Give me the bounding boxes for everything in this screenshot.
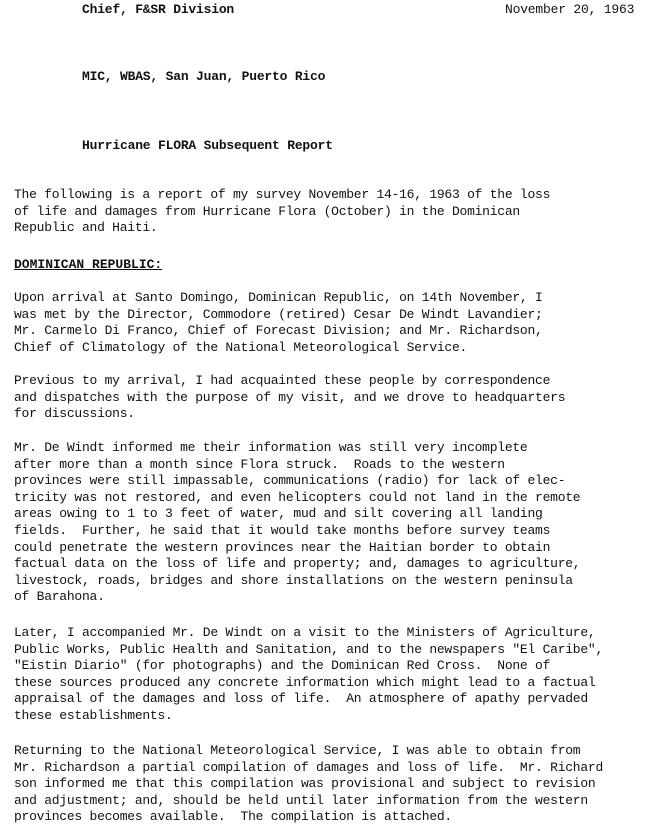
later-paragraph — [14, 625, 654, 725]
text-line: and dispatches with the purpose of my visit, and we drove to headquarters — [14, 389, 566, 405]
text-line: fields. Further, he said that it would take months before survey teams — [14, 522, 551, 538]
returning-paragraph — [14, 743, 654, 826]
text-line: these sources produced any concrete information which might lead to a factual — [14, 674, 596, 690]
text-line: Returning to the National Meteorological Service, I was able to obtain from — [14, 743, 581, 758]
text-line: and adjustment; and, should be held until later information from the western — [14, 792, 588, 808]
previous-paragraph — [14, 373, 654, 423]
memo-subject: Hurricane FLORA Subsequent Report — [82, 138, 333, 153]
text-line: Chief of Climatology of the National Meteorological Service. — [14, 339, 468, 355]
text-line: factual data on the loss of life and property; and, damages to agriculture, — [14, 556, 581, 572]
memo-from: Chief, F&SR Division — [82, 2, 235, 17]
text-line: Previous to my arrival, I had acquainted these people by correspondence — [14, 373, 551, 388]
text-line: areas owing to 1 to 3 feet of water, mud and silt covering all landing — [14, 506, 543, 522]
text-line: Mr. Richardson a partial compilation of damages and loss of life. Mr. Richard — [14, 759, 603, 775]
text-line: Mr. De Windt informed me their information was still very incomplete — [14, 440, 528, 455]
text-line: The following is a report of my survey November 14-16, 1963 of the loss — [14, 187, 551, 202]
memo-date: November 20, 1963 — [505, 2, 635, 17]
intro-paragraph — [14, 187, 654, 237]
section-heading: DOMINICAN REPUBLIC: — [14, 257, 163, 272]
text-line: Mr. Carmelo Di Franco, Chief of Forecast Division; and Mr. Richardson, — [14, 323, 543, 339]
text-line: son informed me that this compilation was provisional and subject to revision — [14, 776, 596, 792]
text-line: Public Works, Public Health and Sanitation, and to the newspapers "El Caribe", — [14, 641, 603, 657]
text-line: after more than a month since Flora struck. Roads to the western — [14, 456, 505, 472]
memo-to: MIC, WBAS, San Juan, Puerto Rico — [82, 69, 326, 84]
text-line: livestock, roads, bridges and shore installations on the western peninsula — [14, 572, 573, 588]
text-line: Republic and Haiti. — [14, 220, 158, 236]
text-line: provinces were still impassable, communications (radio) for lack of elec- — [14, 473, 566, 489]
text-line: Later, I accompanied Mr. De Windt on a visit to the Ministers of Agriculture, — [14, 625, 596, 640]
text-line: tricity was not restored, and even helicopters could not land in the remote — [14, 489, 581, 505]
text-line: "Eistin Diario" (for photographs) and the Dominican Red Cross. None of — [14, 658, 551, 674]
text-line: provinces becomes available. The compilation is attached. — [14, 809, 452, 825]
text-line: was met by the Director, Commodore (retired) Cesar De Windt Lavandier; — [14, 306, 543, 322]
text-line: of life and damages from Hurricane Flora (October) in the Dominican — [14, 203, 520, 219]
text-line: could penetrate the western provinces near the Haitian border to obtain — [14, 539, 551, 555]
text-line: appraisal of the damages and loss of life. An atmosphere of apathy pervaded — [14, 691, 588, 707]
text-line: these establishments. — [14, 707, 173, 723]
dewindt-paragraph — [14, 440, 654, 606]
text-line: for discussions. — [14, 406, 135, 422]
text-line: Upon arrival at Santo Domingo, Dominican Republic, on 14th November, I — [14, 290, 543, 305]
arrival-paragraph — [14, 290, 654, 356]
text-line: of Barahona. — [14, 589, 105, 605]
